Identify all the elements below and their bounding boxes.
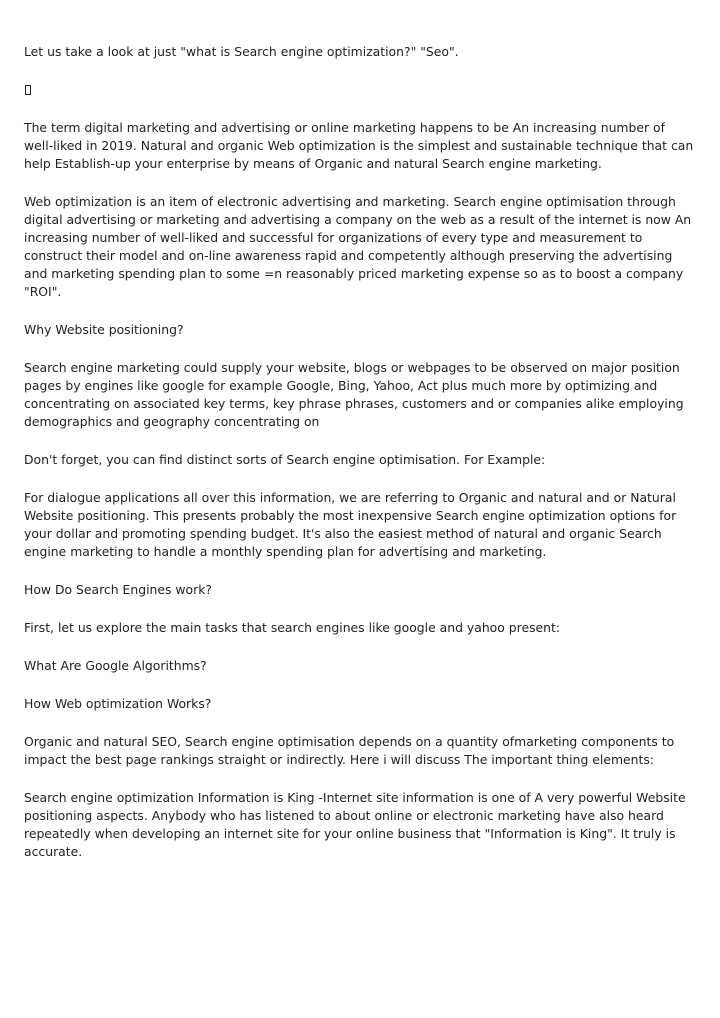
paragraph-digital-marketing: The term digital marketing and advertising or online marketing happens to be An increasing number of well-liked in 2019. Natural and organic Web optimization is the simplest and sustainable technique that can help Establish-up your enterprise by means of Organic and natural Search engine marketing. (24, 120, 694, 171)
heading-google-algorithms: What Are Google Algorithms? (24, 658, 207, 673)
paragraph-information-is-king: Search engine optimization Information is King -Internet site information is one of A very powerful Website positioning aspects. Anybody who has listened to about online or electronic marketing have also heard repeatedly when developing an internet site for your online business that "Information is King". It truly is accurate. (24, 790, 686, 859)
paragraph-search-engine-marketing: Search engine marketing could supply your website, blogs or webpages to be observed on major position pages by engines like google for example Google, Bing, Yahoo, Act plus much more by optimizing and concentrating on associated key terms, key phrase phrases, customers and or companies alike employing demographics and geography concentrating on (24, 360, 684, 429)
paragraph-web-optimization: Web optimization is an item of electronic advertising and marketing. Search engine optimisation through digital advertising or marketing and advertising a company on the web as a result of the internet is now An increasing number of well-liked and successful for organizations of every type and measurement to construct their model and on-line awareness rapid and competently although preserving the advertising and marketing spending plan to some =n reasonably priced marketing expense so as to boost a company "ROI". (24, 194, 692, 299)
heading-why-positioning: Why Website positioning? (24, 322, 184, 337)
document-body (24, 43, 696, 881)
heading-how-engines-work: How Do Search Engines work? (24, 582, 212, 597)
paragraph-sorts: Don't forget, you can find distinct sorts of Search engine optimisation. For Example: (24, 452, 546, 467)
paragraph-dialogue: For dialogue applications all over this information, we are referring to Organic and natural and or Natural Website positioning. This presents probably the most inexpensive Search engine optimization options for your dollar and promoting spending budget. It's also the easiest method of natural and organic Search engine marketing to handle a monthly spending plan for advertising and marketing. (24, 490, 677, 559)
missing-glyph-icon (25, 85, 31, 95)
heading-how-optimization-works: How Web optimization Works? (24, 696, 212, 711)
paragraph-intro: Let us take a look at just "what is Search engine optimization?" "Seo". (24, 44, 459, 59)
missing-glyph-line (24, 81, 696, 99)
paragraph-main-tasks: First, let us explore the main tasks that search engines like google and yahoo present: (24, 620, 561, 635)
paragraph-organic-seo: Organic and natural SEO, Search engine optimisation depends on a quantity ofmarketing components to impact the best page rankings straight or indirectly. Here i will discuss The important thing elements: (24, 734, 675, 767)
